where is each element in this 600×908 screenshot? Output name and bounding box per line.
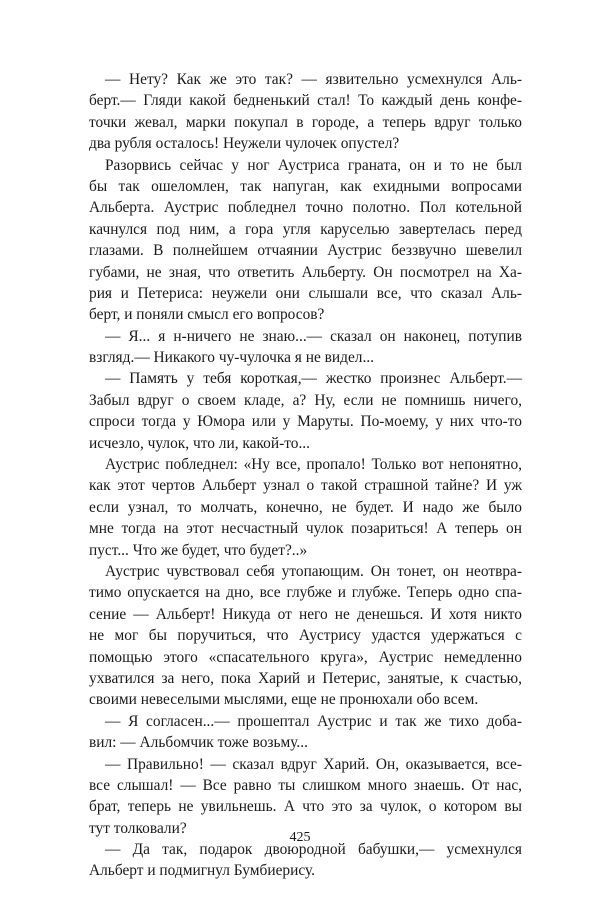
text-line: ухватился за него, пока Харий и Петерис, занятые, к счастью, <box>89 669 522 687</box>
text-line: глазами. В полнейшем отчаянии Аустрис беззвучно шевелил <box>89 242 522 260</box>
text-line: не мог бы поручиться, что Аустрису удастся удержаться с <box>89 627 522 645</box>
text-line: вил: — Альбомчик тоже возьму... <box>89 734 308 752</box>
text-line: тимо опускается на дно, все глубже и глубже. Теперь одно спа- <box>89 584 522 602</box>
text-line: помощью этого «спасательного круга», Аустрис немедленно <box>89 648 522 666</box>
paragraph <box>89 326 522 369</box>
text-line: мне тогда на этот несчастный чулок позариться! А теперь он <box>89 520 522 538</box>
text-line: Альберт и подмигнул Бумбиерису. <box>89 862 315 880</box>
text-line: Забыл вдруг о своем кладе, а? Ну, если не помнишь ничего, <box>89 391 522 409</box>
text-line: как этот чертов Альберт узнал о такой страшной тайне? И уж <box>89 477 522 495</box>
text-line: спроси тогда у Юмора или у Маруты. По-моему, у них что-то <box>89 413 522 431</box>
text-line: своими невеселыми мыслями, еще не пронюхали обо всем. <box>89 691 479 709</box>
text-line: Альберта. Аустрис побледнел точно полотно. Пол котельной <box>89 199 522 217</box>
text-line: бы так ошеломлен, так напуган, как ехидными вопросами <box>89 177 522 195</box>
text-line: взгляд.— Никакого чу-чулочка я не видел... <box>89 349 375 367</box>
text-line: тут толковали? <box>89 819 187 837</box>
paragraph <box>89 711 522 754</box>
page-number: 425 <box>289 830 311 845</box>
text-line: сение — Альберт! Никуда от него не денешься. И хотя никто <box>89 605 522 623</box>
text-line: если узнал, то молчать, конечно, не будет. И надо же было <box>89 498 522 516</box>
text-line: пуст... Что же будет, что будет?..» <box>89 541 308 559</box>
text-line: Аустрис чувствовал себя утопающим. Он тонет, он неотвра- <box>105 562 522 580</box>
paragraph <box>89 754 522 840</box>
paragraph <box>89 155 522 326</box>
text-line: — Я согласен...— прошептал Аустрис и так же тихо доба- <box>105 712 522 730</box>
text-line: — Да так, подарок двоюродной бабушки,— усмехнулся <box>105 841 522 859</box>
book-page-text <box>89 69 522 882</box>
text-line: — Нету? Как же это так? — язвительно усмехнулся Аль- <box>105 71 522 88</box>
text-line: — Я... я н-ничего не знаю...— сказал он наконец, потупив <box>105 327 522 345</box>
paragraph <box>89 69 522 155</box>
paragraph <box>89 561 522 711</box>
text-line: два рубля осталось! Неужели чулочек опустел? <box>89 135 400 153</box>
text-line: точки жевал, марки покупал в городе, а теперь вдруг только <box>89 113 522 131</box>
text-line: качнулся под ним, а гора угля каруселью завертелась перед <box>89 220 522 238</box>
text-line: рия и Петериса: неужели они слышали все, что сказал Аль- <box>89 284 522 302</box>
text-line: берт, и поняли смысл его вопросов? <box>89 306 325 324</box>
text-line: брат, теперь не увильнешь. А что это за чулок, о котором вы <box>89 798 522 816</box>
text-line: Разорвись сейчас у ног Аустриса граната, он и то не был <box>105 156 522 174</box>
text-line: исчезло, чулок, что ли, какой-то... <box>89 434 310 452</box>
text-line: губами, не зная, что ответить Альберту. Он посмотрел на Ха- <box>89 263 522 281</box>
text-line: берт.— Гляди какой бедненький стал! То каждый день конфе- <box>89 92 522 110</box>
text-line: — Память у тебя короткая,— жестко произнес Альберт.— <box>105 370 522 388</box>
paragraph <box>89 368 522 454</box>
text-line: все слышал! — Все равно ты слишком много знаешь. От нас, <box>89 776 522 794</box>
text-line: Аустрис побледнел: «Ну все, пропало! Только вот непонятно, <box>105 456 522 474</box>
paragraph <box>89 454 522 561</box>
text-line: — Правильно! — сказал вдруг Харий. Он, оказывается, все- <box>105 755 522 773</box>
